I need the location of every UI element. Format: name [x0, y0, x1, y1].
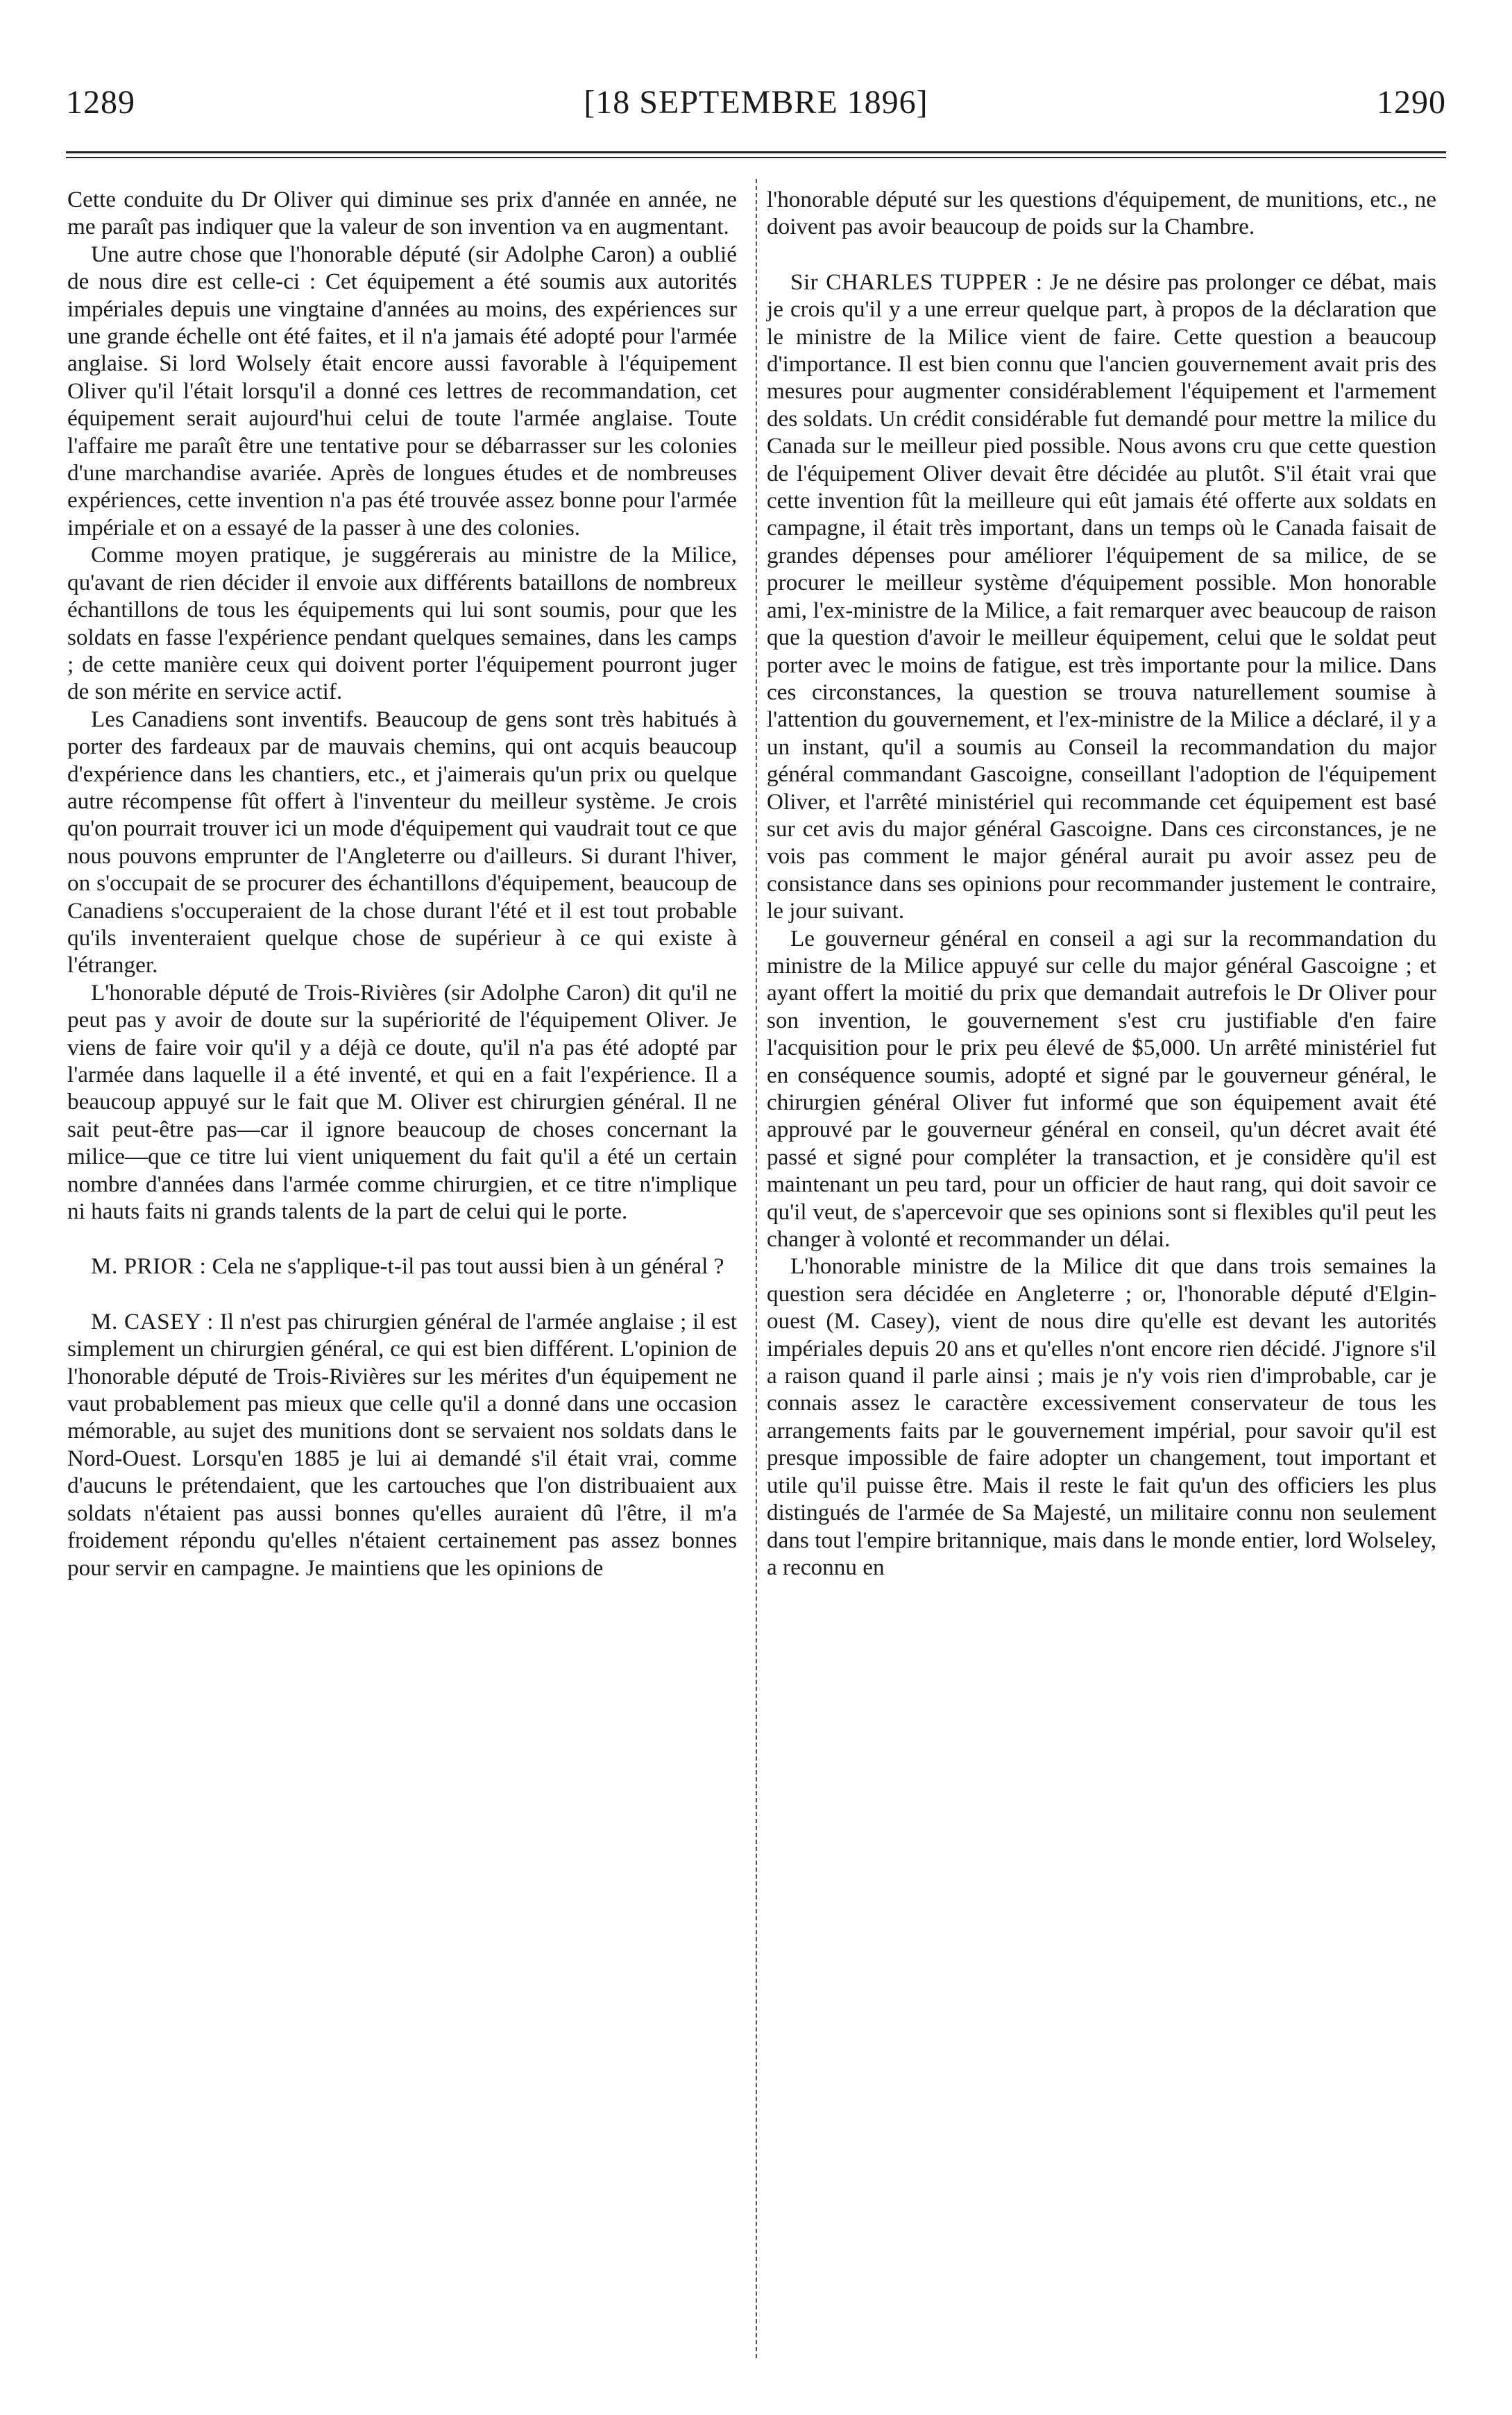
left-column	[67, 186, 737, 1582]
paragraph-text: Les Canadiens sont inventifs. Beaucoup de gens sont très habitués à porter des fardeaux par de mauvais chemins, qui ont acquis beaucoup d'expérience dans les chantiers, etc., et j'aimerais qu'un prix ou quelque autre récompense fût offert à l'inventeur du meilleur système. Je crois qu'on pourrait trouver ici un mode d'équipement qui vaudrait tout ce que nous pouvons emprunter de l'Angleterre ou d'ailleurs. Si durant l'hiver, on s'occupait de se procurer des échantillons d'équipement, beaucoup de Canadiens s'occuperaient de la chose durant l'été et il est tout probable qu'ils inventeraient quelque chose de supérieur à ce qui existe à l'étranger.	[67, 706, 737, 978]
paragraph	[767, 925, 1436, 1253]
speaker-name: Sir CHARLES TUPPER :	[790, 269, 1043, 295]
speaker-name: M. CASEY :	[91, 1308, 214, 1334]
paragraph	[67, 979, 737, 1226]
paragraph-text: l'honorable député sur les questions d'équipement, de munitions, etc., ne doivent pas avoir beaucoup de poids sur la Chambre.	[767, 187, 1436, 240]
right-column	[767, 186, 1436, 1581]
paragraph	[767, 269, 1436, 925]
paragraph	[767, 186, 1436, 241]
paragraph	[67, 1308, 737, 1582]
paragraph-text: Je ne désire pas prolonger ce débat, mais je crois qu'il y a une erreur quelque part, à propos de la déclaration que le ministre de la Milice vient de faire. Cette question a beaucoup d'importance. Il est bien connu que l'ancien gouvernement avait pris des mesures pour augmenter considérablement l'équipement et l'armement des soldats. Un crédit considérable fut demandé pour mettre la milice du Canada sur le meilleur pied possible. Nous avons cru que cette question de l'équipement Oliver devait être décidée au plutôt. S'il était vrai que cette invention fût la meilleure qui eût jamais été offerte aux soldats en campagne, il était très important, dans un temps où le Canada faisait de grandes dépenses pour améliorer l'équipement de sa milice, de se procurer le meilleur système d'équipement possible. Mon honorable ami, l'ex-ministre de la Milice, a fait remarquer avec beaucoup de raison que la question d'avoir le meilleur équipement, celui que le soldat peut porter avec le moins de fatigue, est très importante pour la milice. Dans ces circonstances, la question se trouva naturellement soumise à l'attention du gouvernement, et l'ex-ministre de la Milice a déclaré, il y a un instant, qu'il a soumis au Conseil la recommandation du major général commandant Gascoigne, conseillant l'adoption de l'équipement Oliver, et l'arrêté ministériel qui recommande cet équipement est basé sur cet avis du major général Gascoigne. Dans ces circonstances, je ne vois pas comment le major général aurait pu avoir assez peu de consistance dans ses opinions pour recommander justement le contraire, le jour suivant.	[767, 269, 1437, 924]
paragraph-text: Cela ne s'applique-t-il pas tout aussi bien à un général ?	[212, 1253, 724, 1280]
paragraph-text: Une autre chose que l'honorable député (sir Adolphe Caron) a oublié de nous dire est celle-ci : Cet équipement a été soumis aux autorités impériales depuis une vingtaine d'années au moins, des expériences sur une grande échelle ont été faites, et il n'a jamais été adopté pour l'armée anglaise. Si lord Wolsely était encore aussi favorable à l'équipement Oliver qu'il l'était lorsqu'il a donné ces lettres de recommandation, cet équipement serait aujourd'hui celui de toute l'armée anglaise. Toute l'affaire me paraît être une tentative pour se débarrasser sur les colonies d'une marchandise avariée. Après de longues études et de nombreuses expériences, cette invention n'a pas été trouvée assez bonne pour l'armée impériale et on a essayé de la passer à une des colonies.	[67, 241, 737, 541]
paragraph-text: Comme moyen pratique, je suggérerais au ministre de la Milice, qu'avant de rien décider il envoie aux différents bataillons de nombreux échantillons de tous les équipements qui lui sont soumis, pour que les soldats en fasse l'expérience pendant quelques semaines, dans les camps ; de cette manière ceux qui doivent porter l'équipement pourront juger de son mérite en service actif.	[67, 542, 737, 705]
paragraph-text: L'honorable ministre de la Milice dit que dans trois semaines la question sera décidée en Angleterre ; or, l'honorable député d'Elgin-ouest (M. Casey), vient de nous dire qu'elle est devant les autorités impériales depuis 20 ans et qu'elles n'ont encore rien décidé. J'ignore s'il a raison quand il parle ainsi ; mais je n'y vois rien d'improbable, car je connais assez le caractère excessivement conservateur de tous les arrangements faits par le gouvernement impérial, pour savoir qu'il est presque impossible de faire adopter un changement, tout important et utile qu'il puisse être. Mais il reste le fait qu'un des officiers les plus distingués de l'armée de Sa Majesté, un militaire connu non seulement dans tout l'empire britannique, mais dans le monde entier, lord Wolseley, a reconnu en	[767, 1253, 1436, 1580]
paragraph	[67, 1253, 737, 1280]
header-date: [18 SEPTEMBRE 1896]	[584, 84, 928, 121]
column-divider	[756, 179, 757, 2358]
paragraph	[767, 1253, 1436, 1581]
paragraph	[67, 541, 737, 705]
header-rule-top	[66, 151, 1446, 153]
paragraph-text: Il n'est pas chirurgien général de l'armée anglaise ; il est simplement un chirurgien général, ce qui est bien différent. L'opinion de l'honorable député de Trois-Rivières sur les mérites d'un équipement ne vaut probablement pas mieux que celle qu'il a donné dans une occasion mémorable, au sujet des munitions dont se servaient nos soldats dans le Nord-Ouest. Lorsqu'en 1885 je lui ai demandé s'il était vrai, comme d'aucuns le prétendaient, que les cartouches que l'on distribuaient aux soldats n'étaient pas aussi bonnes qu'elles auraient dû l'être, il m'a froidement répondu qu'elles n'étaient certainement pas assez bonnes pour servir en campagne. Je maintiens que les opinions de	[67, 1308, 738, 1581]
speaker-name: M. PRIOR :	[91, 1253, 207, 1280]
paragraph	[67, 241, 737, 541]
paragraph-text: Le gouverneur général en conseil a agi sur la recommandation du ministre de la Milice appuyé sur celle du major général Gascoigne ; et ayant offert la moitié du prix que demandait autrefois le Dr Oliver pour son invention, le gouvernement s'est cru justifiable d'en faire l'acquisition pour le prix peu élevé de $5,000. Un arrêté ministériel fut en conséquence soumis, adopté et signé par le gouverneur général, le chirurgien général Oliver fut informé que son équipement avait été approuvé par le gouverneur général en conseil, qu'un décret avait été passé et signé pour compléter la transaction, et je considère qu'il est maintenant un peu tard, pour un officier de haut rang, qui doit savoir ce qu'il veut, de s'apercevoir que ses opinions sont si flexibles qu'il peut les changer à volonté et recommander un délai.	[767, 925, 1436, 1253]
paragraph	[67, 186, 737, 241]
header-rule-bottom	[66, 157, 1446, 158]
paragraph-text: Cette conduite du Dr Oliver qui diminue ses prix d'année en année, ne me paraît pas indiquer que la valeur de son invention va en augmentant.	[67, 187, 737, 240]
page-header	[66, 83, 1446, 132]
paragraph-text: L'honorable député de Trois-Rivières (sir Adolphe Caron) dit qu'il ne peut pas y avoir de doute sur la supériorité de l'équipement Oliver. Je viens de faire voir qu'il y a déjà ce doute, qu'il n'a pas été adopté par l'armée dans laquelle il a été inventé, et qui en a fait l'expérience. Il a beaucoup appuyé sur le fait que M. Oliver est chirurgien général. Il ne sait peut-être pas—car il ignore beaucoup de choses concernant la milice—que ce titre lui vient uniquement du fait qu'il a été un certain nombre d'années dans l'armée comme chirurgien, et ce titre n'implique ni hauts faits ni grands talents de la part de celui qui le porte.	[67, 979, 737, 1225]
left-page-number: 1289	[66, 84, 135, 121]
right-page-number: 1290	[1377, 84, 1446, 121]
paragraph	[67, 706, 737, 979]
